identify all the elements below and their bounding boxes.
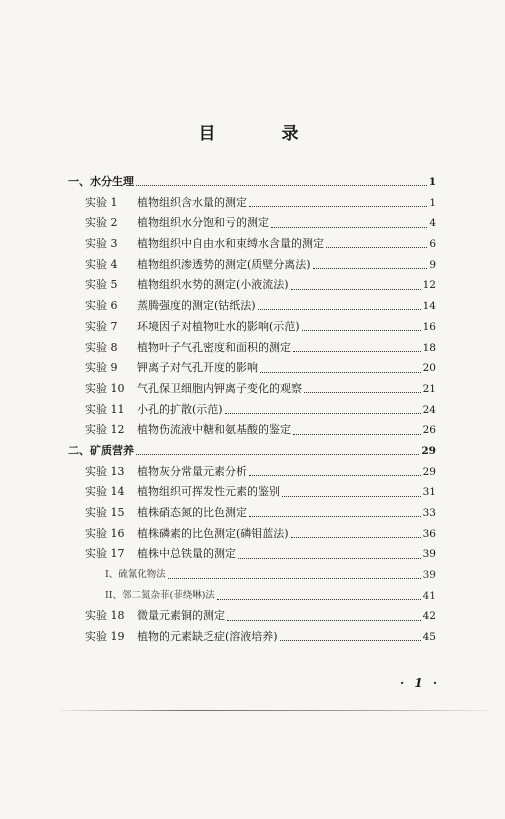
- toc-entry-label: 植株硝态氮的比色测定: [137, 506, 247, 519]
- toc-entry-number: 实验 19: [85, 630, 125, 644]
- toc-page-number: 6: [429, 238, 436, 251]
- toc-entry-number: II、: [105, 589, 123, 601]
- dot-leader: [260, 371, 421, 373]
- toc-subentry-row: [68, 586, 436, 607]
- toc-entry-label: 植物组织含水量的测定: [137, 195, 247, 209]
- toc-entry-number: 实验 2: [85, 216, 118, 230]
- toc-entry-number: 实验 11: [85, 402, 125, 416]
- toc-page-number: 26: [422, 424, 436, 437]
- toc-entry-label: 小孔的扩散(示范): [137, 402, 223, 416]
- dot-leader: [249, 515, 421, 517]
- toc-entry-label: 植物组织水分饱和亏的测定: [137, 216, 269, 230]
- dot-leader: [313, 267, 428, 269]
- toc-entry-row: [68, 379, 436, 400]
- toc-page-number: 14: [422, 300, 436, 313]
- toc-entry-label: 硫氰化物法: [118, 569, 166, 581]
- dot-leader: [249, 205, 427, 207]
- page-number: · 1 ·: [400, 676, 441, 690]
- toc-entry-row: [68, 544, 436, 565]
- toc-entry-label: 植物组织渗透势的测定(质壁分离法): [137, 257, 311, 271]
- toc-entry-row: [68, 462, 436, 483]
- toc-entry-number: 实验 18: [85, 609, 125, 623]
- toc-entry-number: 实验 16: [85, 526, 125, 540]
- toc-page-number: 41: [422, 589, 436, 602]
- toc-entry-label: 蒸腾强度的测定(钴纸法): [137, 299, 256, 313]
- toc-entry-number: 实验 4: [85, 257, 118, 271]
- toc-entry-number: 实验 1: [85, 195, 118, 209]
- toc-entry-row: [68, 400, 436, 421]
- toc-entry-row: [68, 296, 436, 317]
- toc-page-number: 42: [422, 610, 436, 623]
- toc-subentry-row: [68, 565, 436, 586]
- toc-entry-label: 植物组织水势的测定(小液流法): [137, 278, 289, 292]
- dot-leader: [271, 226, 427, 228]
- toc-page-number: 18: [422, 341, 436, 354]
- dot-leader: [293, 350, 421, 352]
- toc-entry-row: [68, 482, 436, 503]
- toc-page-number: 21: [422, 382, 436, 395]
- toc-entry-row: [68, 317, 436, 338]
- dot-leader: [280, 639, 421, 641]
- toc-entry-label: 二、矿质营养: [68, 443, 134, 457]
- toc-page-number: 1: [428, 176, 436, 188]
- toc-page-number: 16: [422, 320, 436, 333]
- dot-leader: [225, 412, 421, 414]
- toc-page-number: 4: [429, 217, 436, 230]
- dot-leader: [227, 619, 421, 621]
- toc-page-number: 36: [422, 527, 436, 540]
- toc-entry-number: 实验 9: [85, 361, 118, 375]
- table-of-contents: [68, 172, 436, 648]
- toc-entry-label: 邻二氮杂菲(菲绕啉)法: [122, 589, 215, 601]
- toc-entry-row: [68, 255, 436, 276]
- toc-entry-number: I、: [105, 569, 119, 581]
- dot-leader: [249, 474, 421, 476]
- toc-entry-row: [68, 338, 436, 359]
- toc-page-number: 24: [422, 403, 436, 416]
- bottom-rule: [60, 710, 490, 711]
- toc-entry-row: [68, 503, 436, 524]
- toc-page-number: 9: [429, 258, 436, 271]
- toc-page-number: 39: [422, 548, 436, 561]
- toc-page-number: 20: [422, 362, 436, 375]
- toc-entry-number: 实验 3: [85, 237, 118, 251]
- dot-leader: [291, 536, 421, 538]
- toc-page-number: 31: [422, 486, 436, 499]
- toc-entry-row: [68, 627, 436, 648]
- dot-leader: [304, 391, 421, 393]
- toc-entry-number: 实验 8: [85, 340, 118, 354]
- toc-entry-label: 植物组织中自由水和束缚水含量的测定: [137, 237, 324, 251]
- toc-section-row: [68, 172, 436, 193]
- toc-entry-number: 实验 6: [85, 299, 118, 313]
- toc-entry-row: [68, 275, 436, 296]
- toc-entry-label: 植株中总铁量的测定: [137, 547, 236, 561]
- toc-entry-number: 实验 10: [85, 381, 125, 395]
- toc-entry-number: 实验 5: [85, 278, 118, 292]
- toc-entry-label: 环境因子对植物吐水的影响(示范): [137, 319, 300, 333]
- page-title: 目 录: [198, 124, 329, 144]
- toc-page-number: 29: [422, 465, 436, 478]
- dot-leader: [326, 246, 427, 248]
- toc-section-row: [68, 441, 436, 462]
- toc-entry-label: 植株磷素的比色测定(磷钼蓝法): [137, 526, 289, 540]
- toc-page-number: 45: [422, 631, 436, 644]
- dot-leader: [302, 329, 421, 331]
- toc-entry-label: 气孔保卫细胞内钾离子变化的观察: [137, 381, 302, 395]
- toc-entry-number: 实验 13: [85, 464, 125, 478]
- toc-page-number: 29: [421, 444, 436, 457]
- toc-entry-label: 植物的元素缺乏症(溶液培养): [137, 630, 278, 644]
- toc-entry-label: 一、水分生理: [68, 175, 134, 188]
- toc-entry-label: 植物灰分常量元素分析: [137, 464, 247, 478]
- toc-entry-label: 植物叶子气孔密度和面积的测定: [137, 340, 291, 354]
- toc-entry-label: 微量元素铜的测定: [137, 609, 225, 623]
- toc-entry-row: [68, 420, 436, 441]
- toc-entry-row: [68, 234, 436, 255]
- dot-leader: [238, 557, 421, 559]
- toc-entry-row: [68, 606, 436, 627]
- dot-leader: [293, 433, 421, 435]
- dot-leader: [168, 577, 421, 579]
- dot-leader: [282, 495, 421, 497]
- toc-entry-number: 实验 7: [85, 319, 118, 333]
- dot-leader: [217, 598, 421, 600]
- toc-entry-label: 钾离子对气孔开度的影响: [137, 361, 258, 375]
- toc-entry-label: 植物组织可挥发性元素的鉴别: [137, 485, 280, 499]
- dot-leader: [258, 308, 421, 310]
- toc-entry-number: 实验 17: [85, 547, 125, 561]
- toc-entry-row: [68, 213, 436, 234]
- toc-page-number: 33: [422, 507, 436, 519]
- toc-entry-row: [68, 358, 436, 379]
- dot-leader: [291, 288, 421, 290]
- toc-page-number: 1: [429, 196, 436, 209]
- toc-entry-number: 实验 14: [85, 485, 125, 499]
- dot-leader: [136, 184, 427, 186]
- toc-entry-label: 植物伤流液中糖和氨基酸的鉴定: [137, 423, 291, 437]
- toc-entry-number: 实验 12: [85, 423, 125, 437]
- dot-leader: [136, 453, 419, 455]
- toc-page-number: 12: [422, 279, 436, 292]
- toc-entry-row: [68, 524, 436, 545]
- toc-page-number: 39: [422, 569, 436, 582]
- toc-entry-number: 实验 15: [85, 506, 125, 519]
- toc-entry-row: [68, 193, 436, 214]
